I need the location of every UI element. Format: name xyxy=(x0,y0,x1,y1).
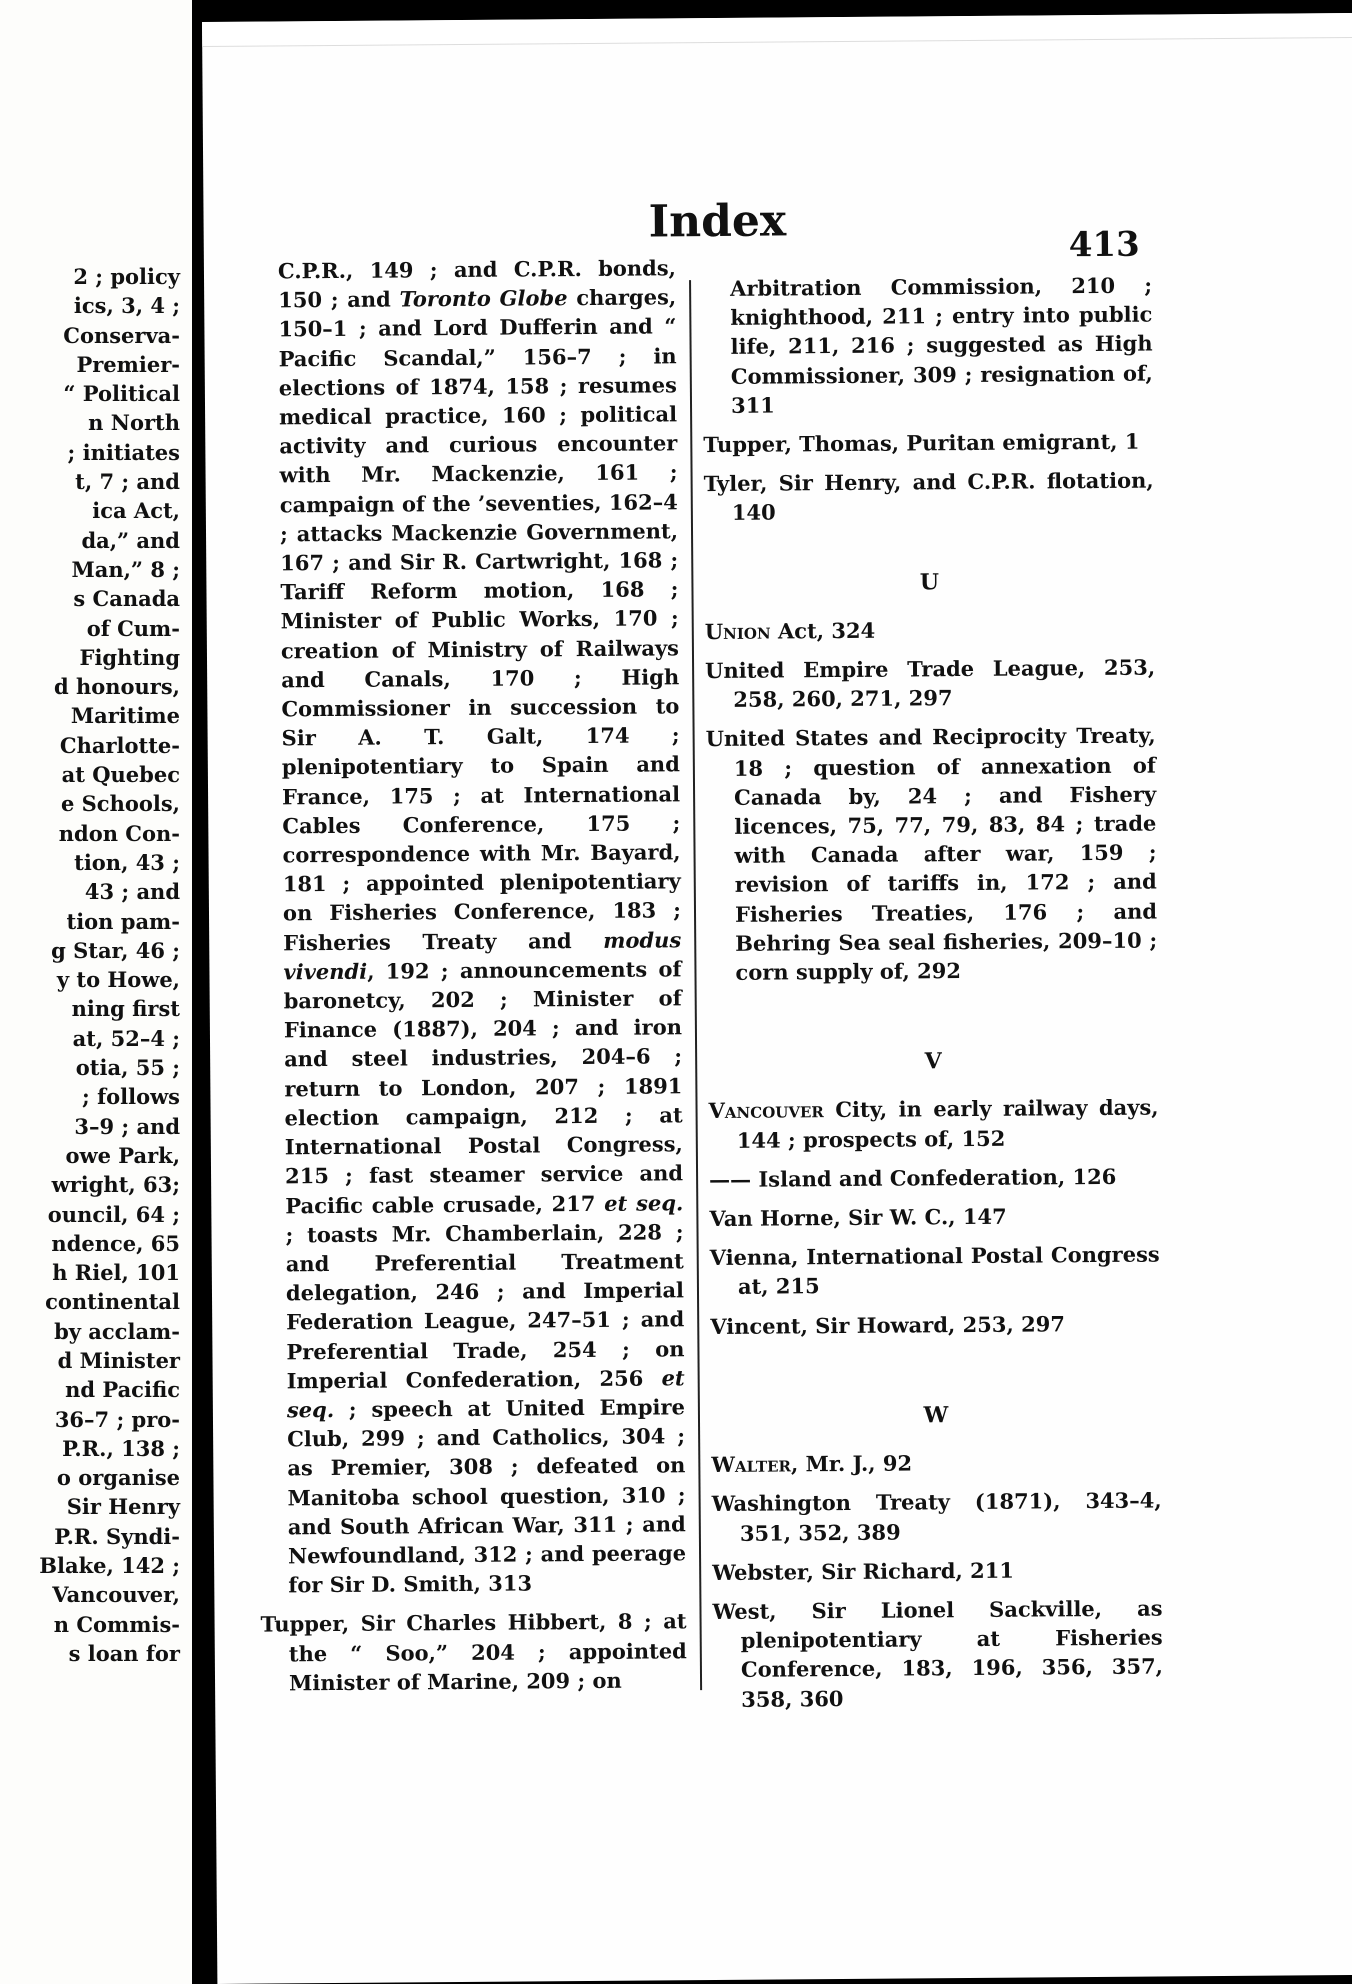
facing-page-line: ndon Con- xyxy=(58,820,180,846)
facing-page-line: Charlotte- xyxy=(59,732,180,758)
facing-page-line: Maritime xyxy=(70,703,180,729)
facing-page-line: d Minister xyxy=(57,1347,180,1373)
facing-page-line: Vancouver, xyxy=(52,1582,180,1608)
index-entry-van-horne: Van Horne, Sir W. C., 147 xyxy=(709,1203,1007,1232)
facing-page-line: P.R. Syndi- xyxy=(54,1523,180,1549)
facing-page-line: by acclam- xyxy=(54,1318,180,1344)
facing-page-line: 3–9 ; and xyxy=(74,1113,180,1139)
facing-page-line: tion, 43 ; xyxy=(74,849,180,875)
facing-page-line: Blake, 142 ; xyxy=(39,1553,180,1579)
facing-page-line: s Canada xyxy=(73,586,180,612)
column-divider xyxy=(689,280,702,1690)
index-entry-united-empire-trade-league: United Empire Trade League, 253, 258, 260, 271, 297 xyxy=(705,654,1156,713)
facing-page-line: ouncil, 64 ; xyxy=(47,1201,180,1227)
facing-page-line: ; initiates xyxy=(67,439,180,465)
book-gutter xyxy=(192,0,202,1984)
index-entry-continued: C.P.R., 149 ; and C.P.R. bonds, 150 ; and Toronto Globe charges, 150–1 ; and Lord Dufferin and “ Pacific Scandal,” 156–7 ; in elections of 1874, 158 ; resumes medical practice, 160 ; political activity and curious encounter with Mr. Mackenzie, 161 ; campaign of the ’seventies, 162–4 ; attacks Mackenzie Government, 167 ; and Sir R. Cartwright, 168 ; Tariff Reform motion, 168 ; Minister of Public Works, 170 ; creation of Ministry of Railways and Canals, 170 ; High Commissioner in succession to Sir A. T. Galt, 174 ; plenipotentiary to Spain and France, 175 ; at International Cables Conference, 175 ; correspondence with Mr. Bayard, 181 ; appointed plenipotentiary on Fisheries Conference, 183 ; Fisheries Treaty and modus vivendi, 192 ; announcements of baronetcy, 202 ; Minister of Finance (1887), 204 ; and iron and steel industries, 204–6 ; return to London, 207 ; 1891 election campaign, 212 ; at International Postal Congress, 215 ; fast steamer service and Pacific cable crusade, 217 et seq. ; toasts Mr. Chamberlain, 228 ; and Preferential Treatment delegation, 246 ; and Imperial Federation League, 247–51 ; and Preferential Trade, 254 ; on Imperial Confederation, 256 et seq. ; speech at United Empire Club, 299 ; and Catholics, 304 ; as Premier, 308 ; defeated on Manitoba school question, 310 ; and South African War, 311 ; and Newfoundland, 312 ; and peerage for Sir D. Smith, 313 xyxy=(277,255,687,1598)
facing-page-line: owe Park, xyxy=(65,1142,180,1168)
facing-page-line: 36–7 ; pro- xyxy=(54,1406,180,1432)
index-entry-vincent: Vincent, Sir Howard, 253, 297 xyxy=(710,1310,1065,1339)
section-letter-v: V xyxy=(924,1048,942,1075)
index-entry-walter: Walter, Mr. J., 92 xyxy=(711,1450,913,1478)
facing-page-line: d honours, xyxy=(53,674,180,700)
facing-page-line: da,” and xyxy=(81,527,180,553)
index-entry-united-states: United States and Reciprocity Treaty, 18 ; question of annexation of Canada by, 24 ; and Fishery licences, 75, 77, 79, 83, 84 ; trade with Canada after war, 159 ; revision of tariffs in, 172 ; and Fisheries Treaties, 176 ; and Behring Sea seal fisheries, 209–10 ; corn supply of, 292 xyxy=(705,722,1158,985)
facing-page-line: ; follows xyxy=(82,1084,180,1110)
facing-page-line: Man,” 8 ; xyxy=(71,556,180,582)
facing-page-line: s loan for xyxy=(68,1640,180,1666)
index-entry-webster: Webster, Sir Richard, 211 xyxy=(712,1557,1015,1585)
facing-page-line: wright, 63; xyxy=(51,1172,180,1198)
section-letter-w: W xyxy=(923,1402,949,1429)
facing-page-line: Conserva- xyxy=(63,322,180,348)
index-entry-vancouver: Vancouver City, in early railway days, 144 ; prospects of, 152 xyxy=(708,1094,1159,1153)
index-entry-tupper-thomas: Tupper, Thomas, Puritan emigrant, 1 xyxy=(703,428,1140,458)
facing-page-line: y to Howe, xyxy=(56,967,180,993)
facing-page-line: “ Political xyxy=(63,381,180,407)
index-entry-west: West, Sir Lionel Sackville, as plenipotentiary at Fisheries Conference, 183, 196, 356, 357, 358, 360 xyxy=(712,1595,1164,1712)
index-entry-tupper-charles-hibbert: Tupper, Sir Charles Hibbert, 8 ; at the “ Soo,” 204 ; appointed Minister of Marine, 209 ; on xyxy=(260,1608,687,1696)
facing-page-line: g Star, 46 ; xyxy=(51,937,180,963)
facing-page-line: continental xyxy=(45,1289,180,1315)
facing-page-line: e Schools, xyxy=(60,791,180,817)
facing-page-column xyxy=(39,262,180,1668)
facing-page-line: of Cum- xyxy=(86,615,180,641)
index-entry-vancouver-island: —— Island and Confederation, 126 xyxy=(709,1163,1117,1192)
facing-page-line: otia, 55 ; xyxy=(75,1055,180,1081)
index-column-right xyxy=(702,271,1163,1724)
facing-page xyxy=(0,0,192,1984)
facing-page-line: h Riel, 101 xyxy=(52,1260,180,1286)
index-entry-washington-treaty: Washington Treaty (1871), 343–4, 351, 352, 389 xyxy=(711,1487,1162,1546)
facing-page-line: ning first xyxy=(71,996,180,1022)
facing-page-line: ics, 3, 4 ; xyxy=(73,293,180,319)
facing-page-line: 43 ; and xyxy=(84,879,180,905)
facing-page-line: n Commis- xyxy=(53,1611,180,1637)
facing-page-line: 2 ; policy xyxy=(73,264,180,289)
facing-page-line: ica Act, xyxy=(92,498,180,524)
facing-page-line: at, 52–4 ; xyxy=(72,1025,180,1051)
index-page xyxy=(202,13,1352,1984)
facing-page-line: n North xyxy=(88,410,180,436)
section-letter-u: U xyxy=(919,568,940,596)
facing-page-line: o organise xyxy=(56,1465,180,1491)
page-title: Index xyxy=(648,195,787,248)
facing-page-line: at Quebec xyxy=(61,762,180,788)
index-entry-union-act: Union Act, 324 xyxy=(704,617,876,644)
facing-page-line: Fighting xyxy=(79,644,180,670)
facing-page-line: tion pam- xyxy=(66,908,180,934)
facing-page-line: Sir Henry xyxy=(66,1494,180,1520)
index-entry-tyler: Tyler, Sir Henry, and C.P.R. flotation, 140 xyxy=(703,467,1154,526)
index-entry-continued: Arbitration Commission, 210 ; knighthood, 211 ; entry into public life, 211, 216 ; suggested as High Commissioner, 309 ; resignation of, 311 xyxy=(730,272,1153,418)
page-edge xyxy=(202,13,1352,47)
page-number: 413 xyxy=(1068,224,1140,266)
facing-page-line: ndence, 65 xyxy=(51,1230,180,1256)
facing-page-line: t, 7 ; and xyxy=(75,469,180,495)
facing-page-line: P.R., 138 ; xyxy=(62,1435,180,1461)
index-entry-vienna: Vienna, International Postal Congress at, 215 xyxy=(709,1241,1160,1300)
facing-page-line: nd Pacific xyxy=(65,1377,180,1403)
facing-page-line: Premier- xyxy=(76,351,180,377)
index-column-left xyxy=(250,253,687,1707)
